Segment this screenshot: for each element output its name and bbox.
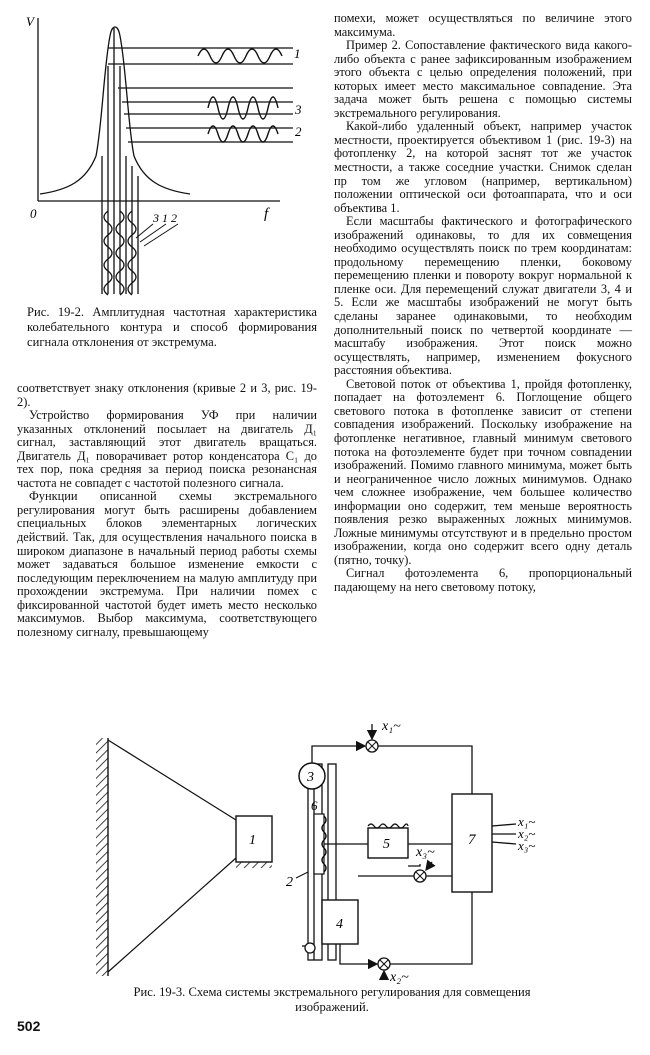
block-4-label: 4 — [336, 917, 343, 932]
resonance-curve — [40, 27, 190, 194]
right-column — [334, 12, 632, 595]
figure-19-3-caption: Рис. 19-3. Схема системы экстремального регулирования для совмещения изображений. — [133, 985, 531, 1014]
output-x3-label: x₃~ — [518, 838, 536, 853]
curve-label-3: 3 — [295, 102, 302, 117]
paragraph: Устройство формирования УФ при наличии указанных отклонений посылает на двигатель Д₁ сигнал, заставляющий этот двигатель вращаться. Двигатель Д₁ поворачивает ротор конденсатора C₁ до тех пор, пока средняя за период поиска резонансная частота не совпадет с частотой полезного сигнала. — [17, 408, 317, 490]
paragraph: Какой-либо удаленный объект, например участок местности, проектируется объективом 1 (рис. 19-3) на фотопленку 2, на которой заснят тот же участок местности, а также соседние участки. Снимок сделан пр том же угловом (например, вертикальном) положении оптической оси фотоаппарата, что и оси объектива 1. — [334, 119, 632, 215]
block-5-label: 5 — [383, 837, 390, 852]
block-1-label: 1 — [249, 833, 256, 848]
axis-origin-label: 0 — [30, 206, 37, 221]
mixer-x3 — [414, 870, 426, 882]
axis-v-label: V — [26, 14, 34, 29]
lower-curve-labels: 3 1 2 — [153, 211, 177, 225]
output-x2-label: x₂~ — [518, 826, 536, 841]
block-7-label: 7 — [468, 832, 476, 848]
wave-curve-1 — [198, 49, 282, 63]
paragraph: Световой поток от объектива 1, пройдя фотопленку, попадает на фотоэлемент 6. Поглощение общего светового потока в фотопленке зависит от степени совпадения изображений. Поскольку изображение на фотопленке негативное, главный минимум светового потока на фотоэлементе будет при точном совпадении изображений. Помимо главного минимума, может быть и неограниченное число ложных минимумов. Однако чем сложнее изображение, чем большее количество информации оно содержит, тем меньше вероятность появления резко выраженных ложных минимумов. Ложные минимумы отсутствуют и в предельно простом изображении, когда оно содержит всего одну деталь (пятно, точку). — [334, 376, 632, 567]
paragraph: соответствует знаку отклонения (кривые 2 и 3, рис. 19-2). — [17, 381, 317, 409]
object-surface — [96, 738, 108, 976]
photocell-6-label: 6 — [311, 798, 318, 813]
paragraph: Сигнал фотоэлемента 6, пропорциональный падающему на него световому потоку, — [334, 566, 632, 594]
curve-label-1: 1 — [294, 46, 301, 61]
left-column — [17, 382, 317, 639]
output-x1-label: x₁~ — [518, 814, 536, 829]
figure-19-3 — [90, 716, 560, 984]
wave-curve-3 — [208, 97, 278, 119]
paragraph: Пример 2. Сопоставление фактического вида какого-либо объекта с ранее зафиксированным изображением этого объекта с целью определения положений, при которых имеет место максимальное совпадение. Эта задача может быть решена с помощью системы экстремального регулирования. — [334, 38, 632, 120]
motor-3-label: 3 — [307, 770, 314, 785]
signal-x1-label: x₁~ — [382, 719, 401, 734]
paragraph: Функции описанной схемы экстремального регулирования могут быть расширены добавлением специальных блоков элементарных логических действий. Так, для осуществления начального поиска в широком диапазоне в начальный период работы схемы может задаваться большое изменение емкости с последующим переключением на малую амплитуду при прохождении экстремума. При наличии помех с фиксированной частотой будет иметь место несколько максимумов. Выбор максимума, соответствующего полезному сигналу, превышающему — [17, 489, 317, 639]
paragraph: помехи, может осуществляться по величине этого максимума. — [334, 11, 632, 39]
paragraph: Если масштабы фактического и фотографического изображений одинаковы, то для их совмещения необходимо осуществлять поиск по трем координатам: продольному перемещению пленки, боковому перемещению пленки и повороту вокруг нормальной к пленке оси. Для перемещений служат двигатели 3, 4 и 5. Если же масштабы изображений не могут быть сделаны заранее одинаковыми, то необходим дополнительный поиск по четвертой координате — масштабу изображения. Этот поиск можно осуществлять, например, изменением фокусного расстояния объектива. — [334, 214, 632, 378]
mixer-x2 — [378, 958, 390, 970]
signal-x3-label: x₃~ — [416, 845, 435, 860]
axis-f-label: f — [264, 206, 269, 222]
curve-label-2: 2 — [295, 124, 302, 139]
signal-x2-label: x₂~ — [390, 970, 409, 984]
mixer-x1 — [366, 740, 378, 752]
page-number: 502 — [17, 1018, 41, 1034]
figure-19-2-caption: Рис. 19-2. Амплитудная частотная характеристика колебательного контура и способ формирования сигнала отклонения от экстремума. — [27, 305, 317, 349]
film-label-2: 2 — [286, 875, 293, 890]
figure-19-2 — [18, 6, 318, 298]
